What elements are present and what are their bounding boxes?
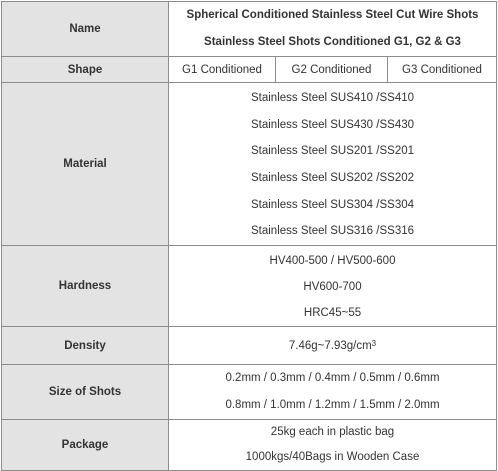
size-label: Size of Shots	[2, 365, 169, 420]
hardness-line-1: HV400-500 / HV500-600	[269, 255, 396, 268]
shape-g2: G2 Conditioned	[276, 57, 388, 83]
size-row	[2, 365, 497, 420]
name-label: Name	[2, 2, 169, 57]
shape-g1: G1 Conditioned	[169, 57, 276, 83]
size-line-1: 0.2mm / 0.3mm / 0.4mm / 0.5mm / 0.6mm	[225, 372, 440, 385]
hardness-line-2: HV600-700	[303, 281, 362, 294]
material-value	[169, 83, 497, 246]
density-label: Density	[2, 327, 169, 365]
package-value	[169, 420, 497, 471]
size-value	[169, 365, 497, 420]
name-row	[2, 2, 497, 57]
material-label: Material	[2, 83, 169, 246]
shape-label: Shape	[2, 57, 169, 83]
hardness-row	[2, 246, 497, 327]
density-row	[2, 327, 497, 365]
package-label: Package	[2, 420, 169, 471]
density-text: 7.46g~7.93g/cm	[288, 339, 372, 352]
package-line-1: 25kg each in plastic bag	[270, 426, 395, 439]
hardness-label: Hardness	[2, 246, 169, 327]
shape-row	[2, 57, 497, 83]
shape-g3: G3 Conditioned	[388, 57, 497, 83]
material-line-5: Stainless Steel SUS304 /SS304	[250, 198, 415, 211]
hardness-value	[169, 246, 497, 327]
material-line-1: Stainless Steel SUS410 /SS410	[250, 92, 415, 104]
size-line-2: 0.8mm / 1.0mm / 1.2mm / 1.5mm / 2.0mm	[225, 399, 440, 412]
package-row	[2, 420, 497, 471]
name-line-1: Spherical Conditioned Stainless Steel Cut Wire Shots	[186, 9, 479, 21]
package-line-2: 1000kgs/40Bags in Wooden Case	[245, 451, 420, 464]
density-value	[169, 327, 497, 365]
hardness-line-3: HRC45~55	[303, 307, 362, 320]
material-row	[2, 83, 497, 246]
spec-table	[1, 1, 497, 471]
material-line-4: Stainless Steel SUS202 /SS202	[250, 172, 415, 185]
name-value	[169, 2, 497, 57]
density-exponent: 3	[371, 338, 377, 348]
material-line-3: Stainless Steel SUS201 /SS201	[250, 145, 415, 158]
material-line-6: Stainless Steel SUS316 /SS316	[250, 225, 415, 238]
name-line-2: Stainless Steel Shots Conditioned G1, G2 & G3	[204, 36, 461, 48]
material-line-2: Stainless Steel SUS430 /SS430	[250, 118, 415, 131]
